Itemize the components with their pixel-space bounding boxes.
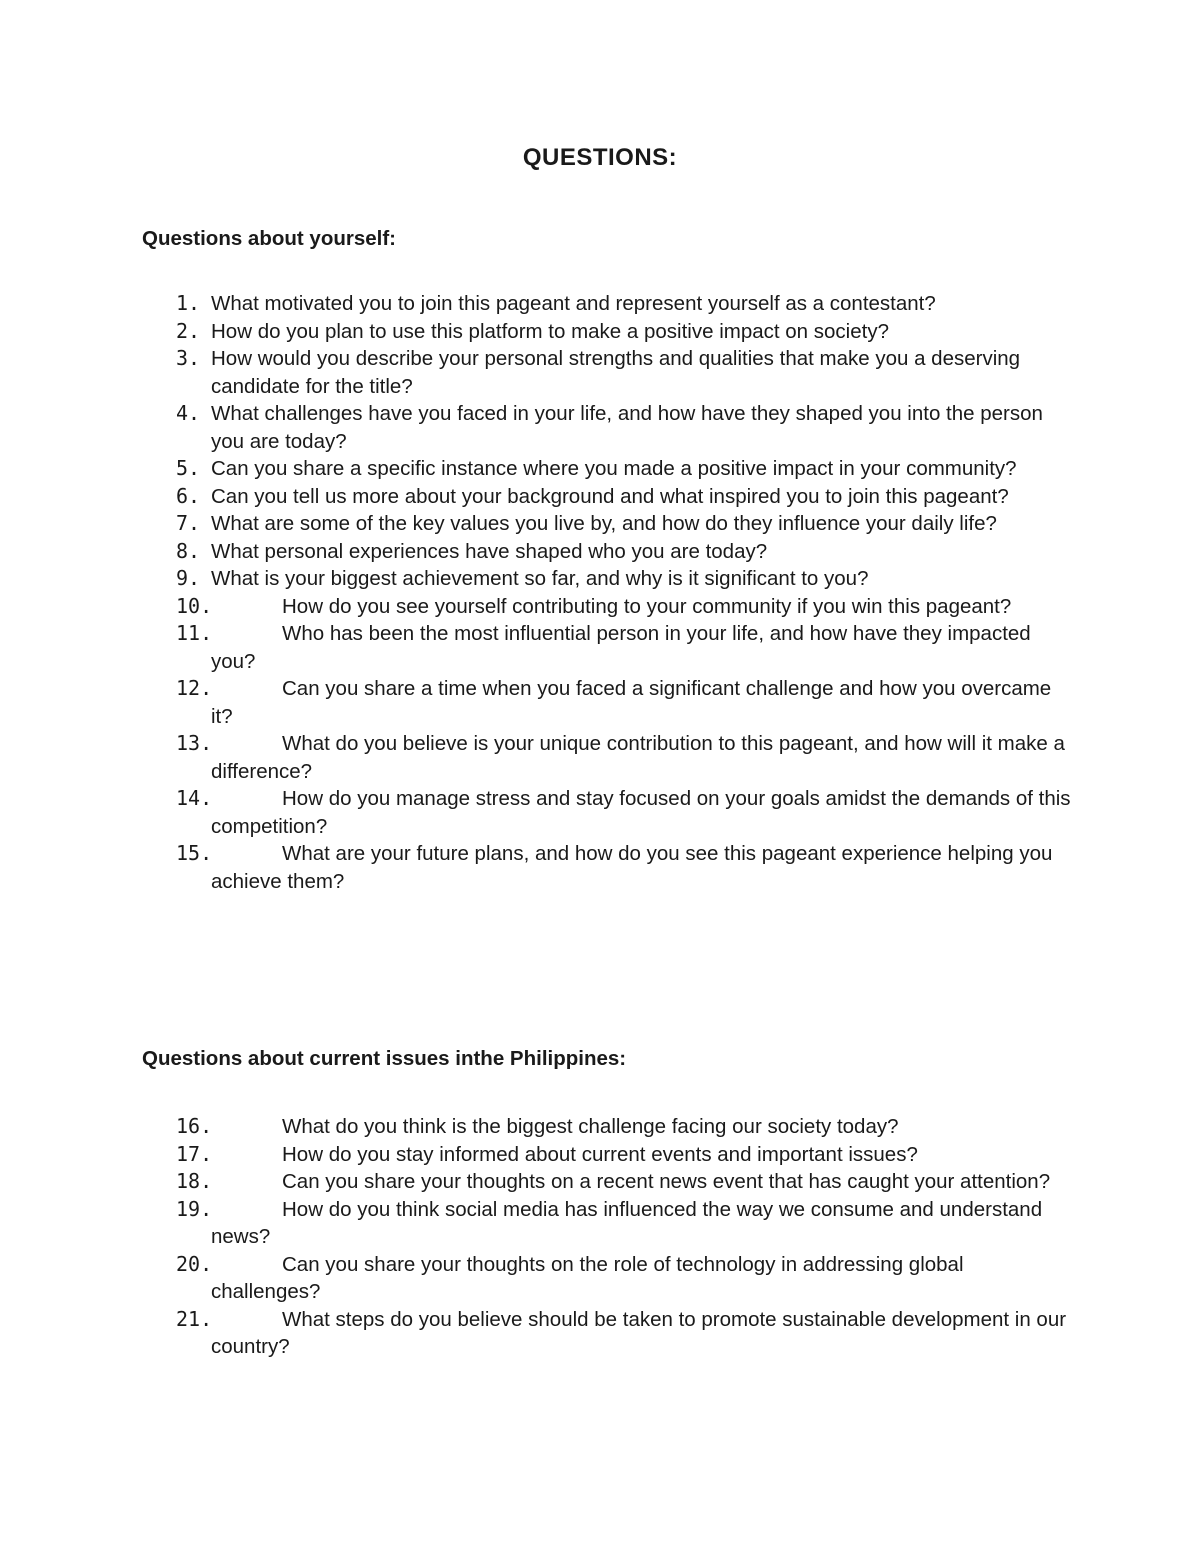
- question-item: [0, 1306, 1071, 1361]
- question-number: 13.: [176, 731, 213, 755]
- question-item: [0, 675, 1071, 730]
- question-text: What challenges have you faced in your life, and how have they shaped you into the person you are today?: [211, 402, 1043, 453]
- question-item: [0, 538, 1071, 566]
- question-item: [0, 345, 1071, 400]
- question-number: 3.: [176, 346, 201, 370]
- question-item: [0, 565, 1071, 593]
- question-item: [0, 620, 1071, 675]
- question-item: [0, 1168, 1071, 1196]
- question-text: What are some of the key values you live by, and how do they influence your daily life?: [211, 512, 997, 535]
- question-number: 1.: [176, 291, 201, 315]
- question-number: 17.: [176, 1141, 213, 1166]
- question-list-current-issues: [0, 1113, 1200, 1361]
- question-text: Who has been the most influential person in your life, and how have they impacted you?: [211, 622, 1031, 673]
- question-item: [0, 400, 1071, 455]
- question-number: 15.: [176, 841, 213, 865]
- question-text: How do you manage stress and stay focused on your goals amidst the demands of this competition?: [211, 787, 1071, 838]
- question-text: How would you describe your personal strengths and qualities that make you a deserving candidate for the title?: [211, 347, 1021, 398]
- question-list-yourself: [0, 290, 1200, 895]
- question-text: What do you believe is your unique contribution to this pageant, and how will it make a difference?: [211, 732, 1065, 783]
- question-number: 9.: [176, 566, 201, 590]
- question-item: [0, 455, 1071, 483]
- question-number: 14.: [176, 786, 213, 810]
- question-item: [0, 1113, 1071, 1141]
- question-number: 12.: [176, 676, 213, 700]
- question-text: Can you share your thoughts on the role of technology in addressing global challenges?: [211, 1252, 964, 1303]
- question-text: What motivated you to join this pageant and represent yourself as a contestant?: [211, 292, 936, 315]
- page-title: QUESTIONS:: [522, 144, 678, 171]
- question-item: [0, 1196, 1071, 1251]
- question-item: [0, 290, 1071, 318]
- question-number: 19.: [176, 1196, 213, 1221]
- question-item: [0, 1251, 1071, 1306]
- question-number: 16.: [176, 1114, 213, 1138]
- question-text: Can you tell us more about your background and what inspired you to join this pageant?: [211, 484, 1009, 508]
- question-number: 6.: [176, 483, 201, 508]
- question-text: How do you plan to use this platform to make a positive impact on society?: [211, 319, 889, 343]
- question-text: What are your future plans, and how do you see this pageant experience helping you achieve them?: [211, 842, 1053, 893]
- question-item: [0, 840, 1071, 895]
- question-text: Can you share your thoughts on a recent news event that has caught your attention?: [282, 1170, 1051, 1193]
- question-text: Can you share a time when you faced a significant challenge and how you overcame it?: [211, 677, 1052, 728]
- question-item: [0, 510, 1071, 538]
- question-text: How do you stay informed about current events and important issues?: [282, 1142, 918, 1166]
- question-number: 11.: [176, 621, 213, 645]
- question-item: [0, 483, 1071, 511]
- question-number: 4.: [176, 401, 201, 425]
- section-heading-yourself: Questions about yourself:: [142, 227, 396, 250]
- question-text: What do you think is the biggest challenge facing our society today?: [282, 1115, 899, 1138]
- question-number: 2.: [176, 318, 201, 343]
- question-text: What personal experiences have shaped who you are today?: [211, 539, 768, 563]
- question-text: How do you think social media has influenced the way we consume and understand news?: [211, 1197, 1043, 1248]
- question-number: 8.: [176, 538, 201, 563]
- section-heading-current-issues: Questions about current issues inthe Philippines:: [142, 1047, 627, 1070]
- question-item: [0, 593, 1071, 621]
- question-text: What is your biggest achievement so far, and why is it significant to you?: [211, 567, 869, 590]
- question-number: 5.: [176, 456, 201, 480]
- question-number: 18.: [176, 1169, 213, 1193]
- question-number: 7.: [176, 511, 201, 535]
- question-item: [0, 318, 1071, 346]
- question-number: 10.: [176, 593, 213, 618]
- question-text: Can you share a specific instance where you made a positive impact in your community?: [211, 457, 1017, 480]
- question-number: 21.: [176, 1306, 213, 1331]
- question-number: 20.: [176, 1251, 213, 1276]
- question-text: How do you see yourself contributing to your community if you win this pageant?: [282, 594, 1012, 618]
- question-item: [0, 730, 1071, 785]
- question-text: What steps do you believe should be taken to promote sustainable development in our country?: [211, 1307, 1067, 1358]
- question-item: [0, 785, 1071, 840]
- question-item: [0, 1141, 1071, 1169]
